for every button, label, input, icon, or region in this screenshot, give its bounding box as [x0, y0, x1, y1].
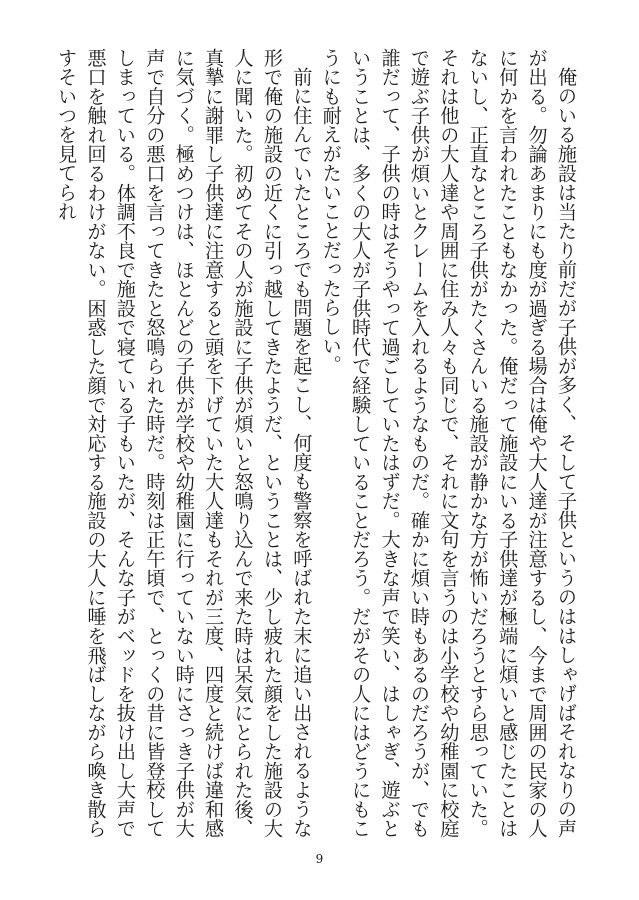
paragraph-2: 前に住んでいたところでも問題を起こし、何度も警察を呼ばれた末に追い出されるような形で俺の施設の近くに引っ越してきたようだ、ということは、少し疲れた顔をした施設の大人に聞いた。初めてその人が施設に子供が煩いと怒鳴り込んで来た時は呆気にとられた後、真摯に謝罪し子供達に注意すると頭を下げていた大人達もそれが三度、四度と続けば違和感に気づく。極めつけは、ほとんどの子供が学校や幼稚園に行っていない時にさっき子供が大声で自分の悪口を言ってきたと怒鳴られた時だ。時刻は正午頃で、とっくの昔に皆登校してしまっている。体調不良で施設で寝ている子もいたが、そんな子がベッドを抜け出し大声で悪口を触れ回るわけがない。困惑した顔で対応する施設の大人に唾を飛ばしながら喚き散らすそいつを見てられ: [55, 48, 314, 838]
paragraph-1: 俺のいる施設は当たり前だが子供が多く、そして子供というのははしゃげばそれなりの声が出る。勿論あまりにも度が過ぎる場合は俺や大人達が注意するし、今まで周囲の民家の人に何かを言われたこともなかった。俺だって施設にいる子供達が極端に煩いと感じたことはないし、正直なところ子供がたくさんいる施設が静かな方が怖いだろうとすら思っていた。それは他の大人達や周囲に住み人々も同じで、それに文句を言うのは小学校や幼稚園に校庭で遊ぶ子供が煩いとクレームを入れるようなものだ。確かに煩い時もあるのだろうが、でも誰だって、子供の時はそうやって過ごしていたはずだ。大きな声で笑い、はしゃぎ、遊ぶということは、多くの大人が子供時代で経験していることだろう。だがその人にはどうにもこうにも耐えがたいことだったらしい。: [319, 48, 578, 838]
vertical-text-body: [55, 48, 581, 838]
page-number: 9: [315, 852, 324, 866]
